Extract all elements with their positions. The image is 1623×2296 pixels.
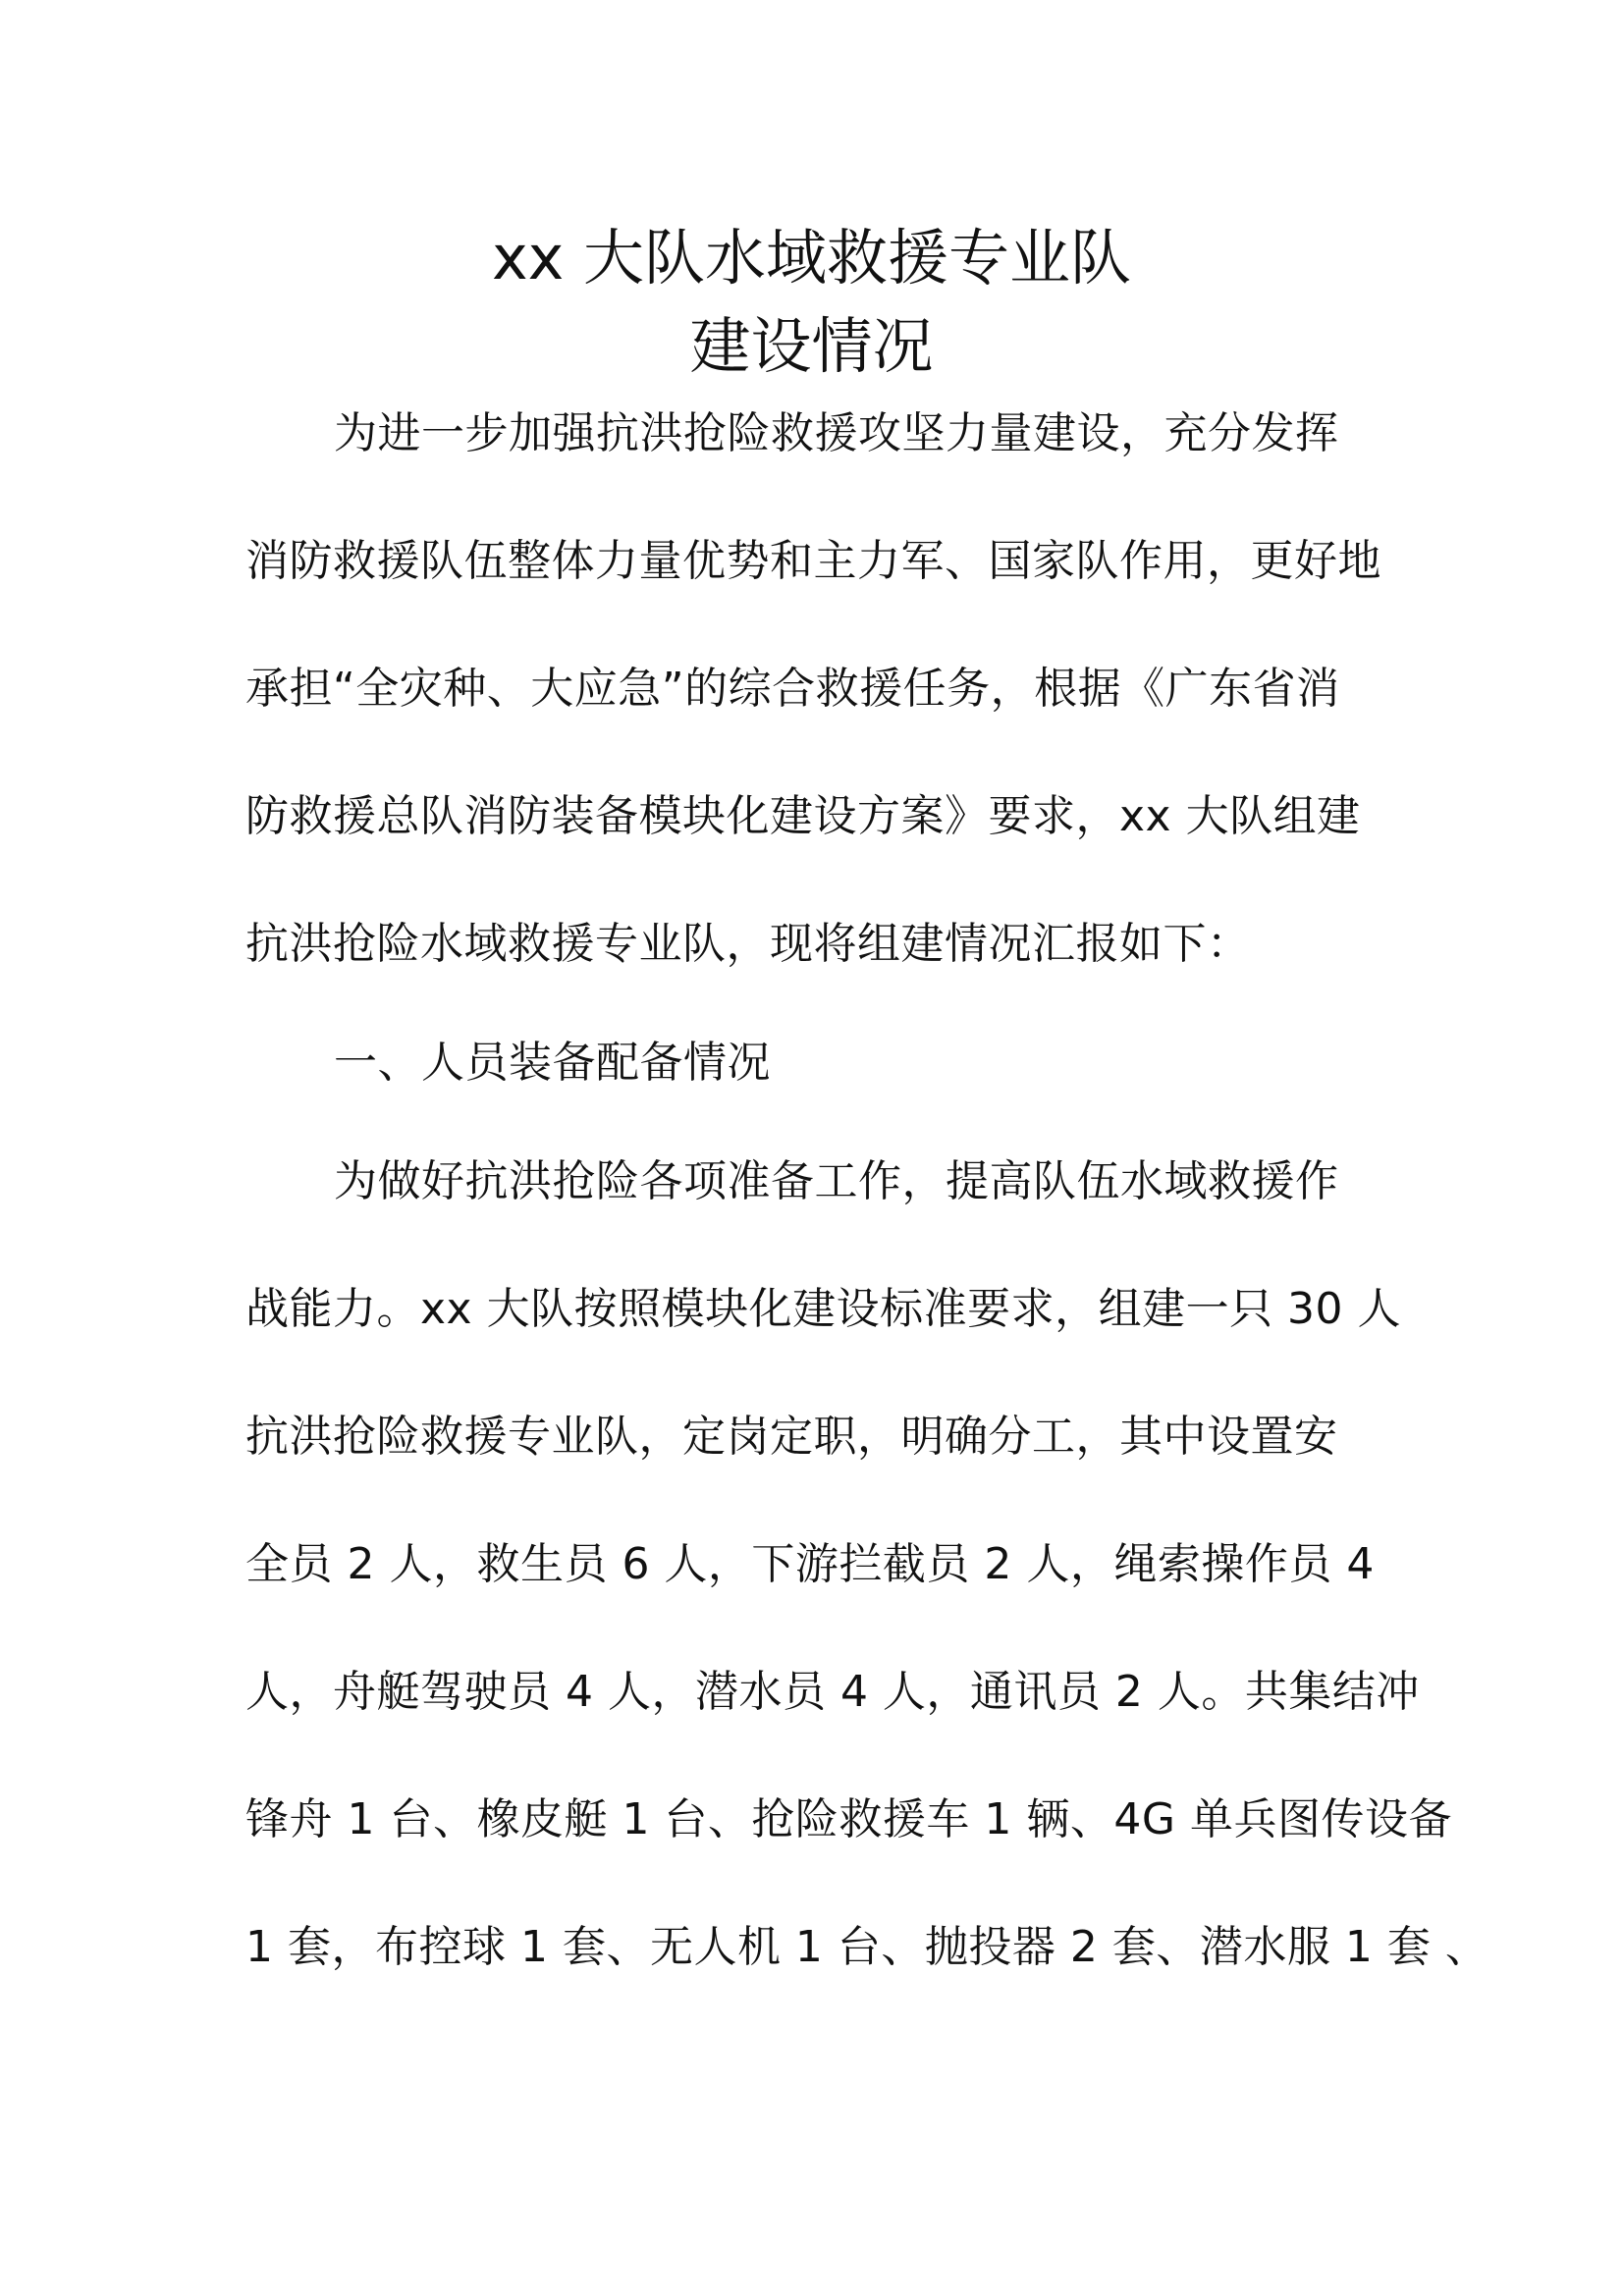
paragraph2-line-2: 战能力。xx 大队按照模块化建设标准要求，组建一只 30 人 [245,1284,1402,1334]
paragraph1-line-4: 防救援总队消防装备模块化建设方案》要求，xx 大队组建 [245,791,1361,841]
paragraph2-line-4: 全员 2 人，救生员 6 人，下游拦截员 2 人，绳索操作员 4 [245,1539,1375,1589]
paragraph2-line-6: 锋舟 1 台、橡皮艇 1 台、抢险救援车 1 辆、4G 单兵图传设备 [245,1794,1452,1844]
section-heading: 一、人员装备配备情况 [334,1038,771,1088]
paragraph1-line-3: 承担“全灾种、大应急”的综合救援任务，根据《广东省消 [245,664,1340,714]
paragraph1-line-5: 抗洪抢险水域救援专业队，现将组建情况汇报如下： [245,919,1251,969]
paragraph2-line-7: 1 套，布控球 1 套、无人机 1 台、抛投器 2 套、潜水服 1 套 、 [245,1922,1489,1972]
paragraph2-line-1: 为做好抗洪抢险各项准备工作，提高队伍水域救援作 [334,1156,1339,1206]
document-title-line-2: 建设情况 [689,310,934,382]
document-title-line-1: xx 大队水域救援专业队 [491,222,1132,294]
paragraph1-line-1: 为进一步加强抗洪抢险救援攻坚力量建设，充分发挥 [334,408,1339,458]
paragraph1-line-2: 消防救援队伍整体力量优势和主力军、国家队作用，更好地 [245,536,1381,586]
paragraph2-line-5: 人，舟艇驾驶员 4 人，潜水员 4 人，通讯员 2 人。共集结冲 [245,1667,1420,1717]
paragraph2-line-3: 抗洪抢险救援专业队，定岗定职，明确分工，其中设置安 [245,1412,1338,1462]
